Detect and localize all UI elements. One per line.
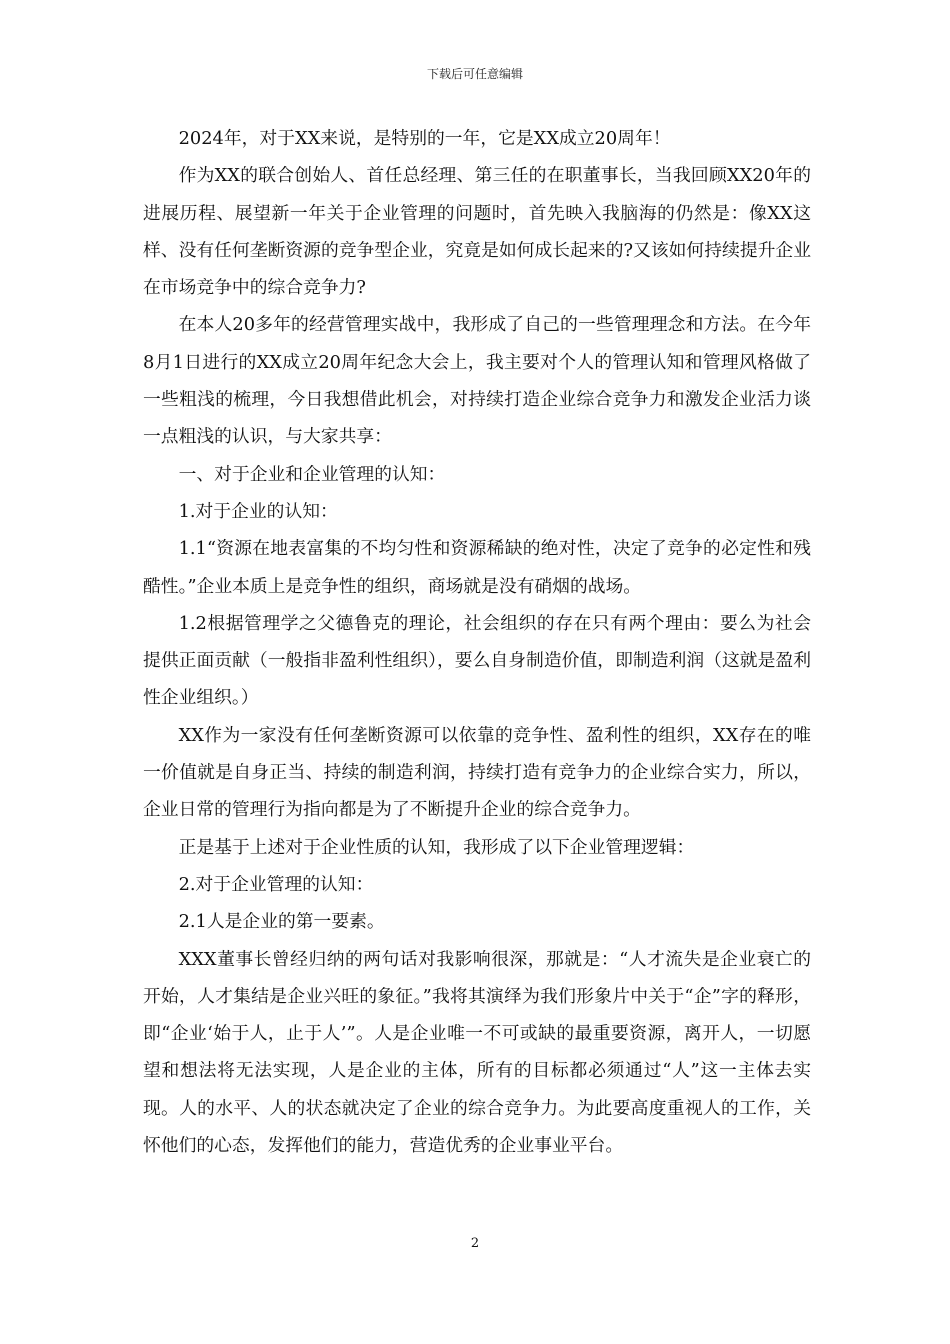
section-heading: 一、对于企业和企业管理的认知： bbox=[178, 463, 446, 485]
paragraph: 1.1“资源在地表富集的不均匀性和资源稀缺的绝对性，决定了竞争的必定性和残酷性。”企业本质上是竞争性的组织，商场就是没有硝烟的战场。 bbox=[143, 538, 811, 597]
subsection-heading: 2.对于企业管理的认知： bbox=[178, 873, 374, 895]
paragraph: 1.2根据管理学之父德鲁克的理论，社会组织的存在只有两个理由：要么为社会提供正面贡献（一般指非盈利性组织），要么自身制造价值，即制造利润（这就是盈利性企业组织。） bbox=[143, 612, 811, 709]
paragraph: XXX董事长曾经归纳的两句话对我影响很深，那就是：“人才流失是企业衰亡的开始，人才集结是企业兴旺的象征。”我将其演绎为我们形象片中关于“企”字的释形，即“企业‘始于人，止于人’”。人是企业唯一不可或缺的最重要资源，离开人，一切愿望和想法将无法实现，人是企业的主体，所有的目标都必须通过“人”这一主体去实现。人的水平、人的状态就决定了企业的综合竞争力。为此要高度重视人的工作，关怀他们的心态，发挥他们的能力，营造优秀的企业事业平台。 bbox=[143, 948, 811, 1157]
paragraph: 作为XX的联合创始人、首任总经理、第三任的在职董事长，当我回顾XX20年的进展历程、展望新一年关于企业管理的问题时，首先映入我脑海的仍然是：像XX这样、没有任何垄断资源的竞争型企业，究竟是如何成长起来的?又该如何持续提升企业在市场竞争中的综合竞争力? bbox=[143, 165, 811, 299]
paragraph: XX作为一家没有任何垄断资源可以依靠的竞争性、盈利性的组织，XX存在的唯一价值就是自身正当、持续的制造利润，持续打造有竞争力的企业综合实力，所以，企业日常的管理行为指向都是为了不断提升企业的综合竞争力。 bbox=[143, 724, 811, 821]
paragraph: 2024年，对于XX来说，是特别的一年，它是XX成立20周年！ bbox=[178, 128, 671, 149]
subsection-heading: 1.对于企业的认知： bbox=[178, 500, 338, 522]
paragraph: 在本人20多年的经营管理实战中，我形成了自己的一些管理理念和方法。在今年8月1日进行的XX成立20周年纪念大会上，我主要对个人的管理认知和管理风格做了一些粗浅的梳理，今日我想借此机会，对持续打造企业综合竞争力和激发企业活力谈一点粗浅的认识，与大家共享： bbox=[143, 314, 811, 448]
paragraph: 正是基于上述对于企业性质的认知，我形成了以下企业管理逻辑： bbox=[178, 836, 695, 858]
paragraph: 2.1人是企业的第一要素。 bbox=[178, 911, 385, 933]
page-number: 2 bbox=[470, 1236, 480, 1251]
document-body bbox=[143, 120, 811, 1164]
page-header: 下载后可任意编辑 bbox=[426, 67, 523, 81]
